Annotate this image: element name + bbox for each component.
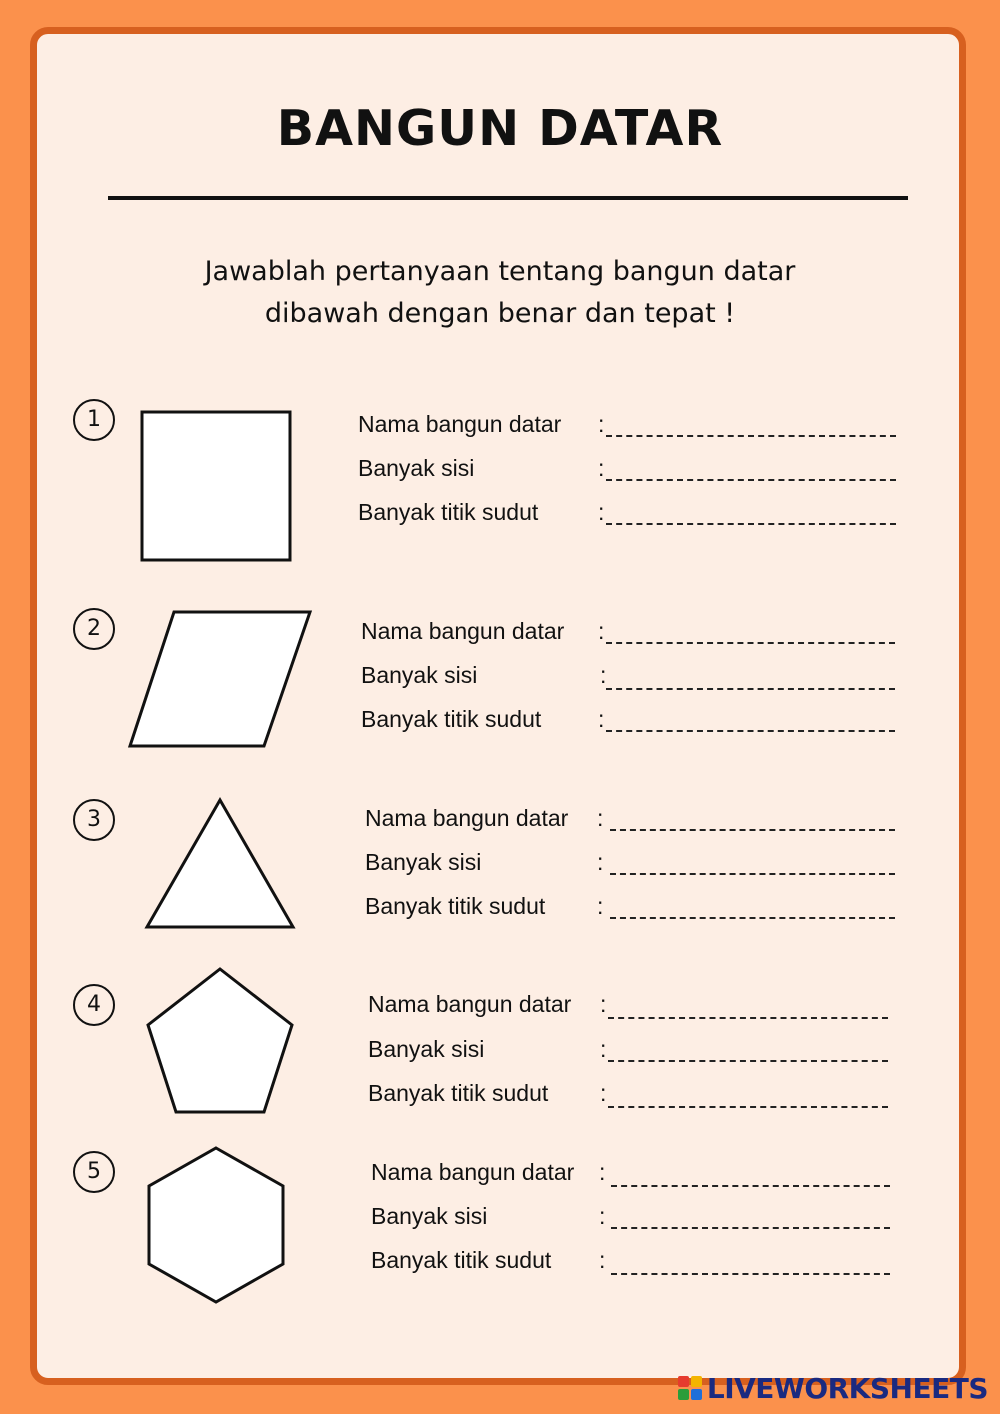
question-number-5: 5 — [73, 1151, 115, 1193]
field-colon: : — [600, 1080, 607, 1106]
triangle-icon — [143, 795, 298, 933]
instruction-line-2: dibawah dengan benar dan tepat ! — [264, 298, 736, 329]
square-icon — [140, 410, 294, 564]
field-label: Banyak titik sudut — [371, 1247, 552, 1273]
answer-field-sides[interactable] — [611, 1227, 890, 1229]
title-divider — [108, 196, 908, 200]
answer-field-name[interactable] — [606, 435, 896, 437]
field-colon: : — [598, 706, 605, 732]
field-label: Banyak titik sudut — [358, 499, 539, 525]
field-colon: : — [597, 893, 604, 919]
field-label: Banyak sisi — [361, 662, 478, 688]
hexagon-icon — [144, 1144, 288, 1308]
field-colon: : — [597, 805, 604, 831]
field-colon: : — [600, 991, 607, 1017]
question-number-1: 1 — [73, 399, 115, 441]
liveworksheets-logo-icon — [677, 1375, 703, 1401]
field-label: Banyak titik sudut — [361, 706, 542, 732]
field-label: Banyak titik sudut — [365, 893, 546, 919]
question-number-3: 3 — [73, 799, 115, 841]
answer-field-sides[interactable] — [608, 1060, 888, 1062]
instruction-line-1: Jawablah pertanyaan tentang bangun datar — [204, 256, 796, 287]
liveworksheets-logo[interactable] — [677, 1368, 988, 1408]
field-label: Banyak sisi — [358, 455, 475, 481]
answer-field-name[interactable] — [610, 829, 895, 831]
pentagon-icon — [144, 965, 296, 1117]
field-colon: : — [600, 1036, 607, 1062]
field-label: Nama bangun datar — [371, 1159, 575, 1185]
answer-field-name[interactable] — [608, 1017, 888, 1019]
field-colon: : — [598, 411, 605, 437]
field-colon: : — [599, 1247, 606, 1273]
answer-field-name[interactable] — [611, 1185, 890, 1187]
field-colon: : — [600, 662, 607, 688]
answer-field-vertices[interactable] — [610, 917, 895, 919]
question-number-4: 4 — [73, 984, 115, 1026]
field-label: Banyak sisi — [368, 1036, 485, 1062]
field-label: Banyak titik sudut — [368, 1080, 549, 1106]
field-colon: : — [598, 499, 605, 525]
field-colon: : — [597, 849, 604, 875]
field-colon: : — [598, 618, 605, 644]
parallelogram-icon — [126, 608, 316, 752]
field-label: Nama bangun datar — [365, 805, 569, 831]
field-label: Nama bangun datar — [361, 618, 565, 644]
field-label: Nama bangun datar — [358, 411, 562, 437]
answer-field-sides[interactable] — [606, 688, 895, 690]
field-colon: : — [599, 1203, 606, 1229]
answer-field-vertices[interactable] — [606, 523, 896, 525]
field-colon: : — [598, 455, 605, 481]
answer-field-sides[interactable] — [610, 873, 895, 875]
question-number-2: 2 — [73, 608, 115, 650]
answer-field-name[interactable] — [606, 642, 895, 644]
answer-field-vertices[interactable] — [611, 1273, 890, 1275]
page-title: BANGUN DATAR — [276, 100, 724, 157]
answer-field-vertices[interactable] — [608, 1106, 888, 1108]
answer-field-vertices[interactable] — [606, 730, 895, 732]
field-label: Banyak sisi — [371, 1203, 488, 1229]
brand-name: LIVEWORKSHEETS — [706, 1371, 988, 1405]
answer-field-sides[interactable] — [606, 479, 896, 481]
field-colon: : — [599, 1159, 606, 1185]
field-label: Nama bangun datar — [368, 991, 572, 1017]
field-label: Banyak sisi — [365, 849, 482, 875]
